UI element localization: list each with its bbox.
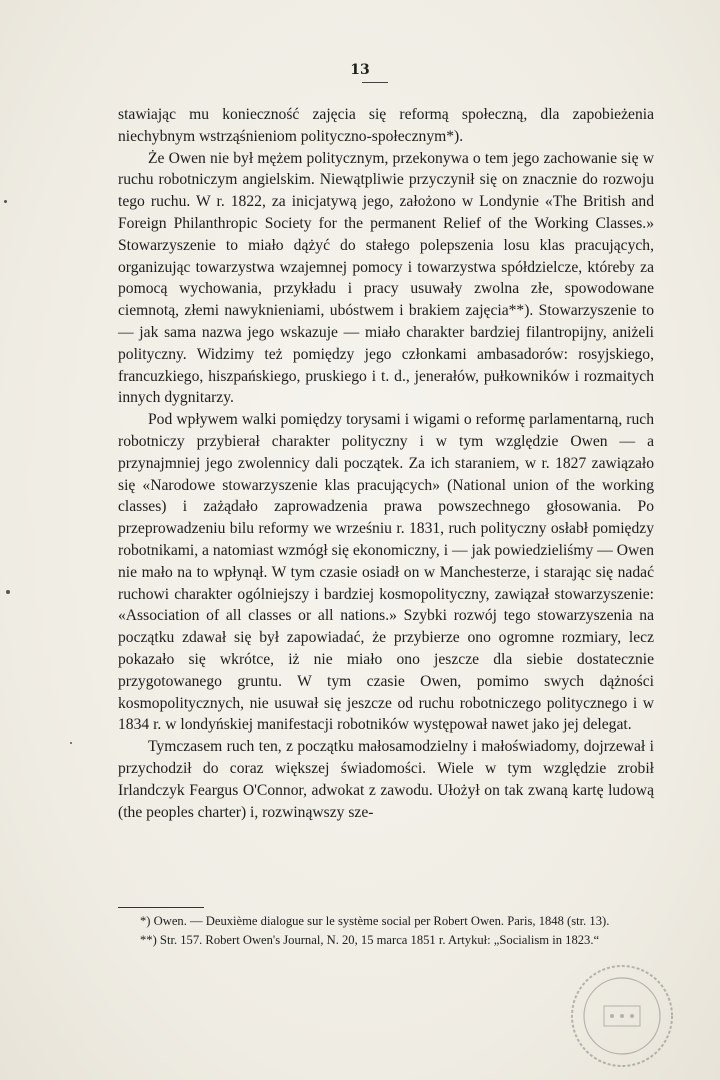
page-number: 13	[350, 62, 370, 78]
paper-speck	[4, 200, 7, 203]
footnote-2: **) Str. 157. Robert Owen's Journal, N. 20, 15 marca 1851 r. Artykuł: „Socialism in 1823.“	[140, 933, 600, 947]
paper-speck	[70, 742, 72, 744]
footnote-divider	[118, 907, 204, 908]
body-text	[118, 104, 654, 823]
paragraph-4: Tymczasem ruch ten, z początku małosamodzielny i małoświadomy, dojrzewał i przychodził do coraz większej świadomości. Wiele w tym względzie zrobił Irlandczyk Feargus O'Connor, adwokat z zawodu. Ułożył on tak zwaną kartę ludową (the peoples charter) i, rozwinąwszy sze-	[118, 738, 654, 821]
page-number-underline	[362, 82, 388, 83]
paper-speck	[6, 590, 10, 594]
library-stamp	[566, 960, 678, 1072]
paragraph-2: Że Owen nie był mężem politycznym, przekonywa o tem jego zachowanie się w ruchu robotniczym angielskim. Niewątpliwie przyczynił się on znacznie do rozwoju tego ruchu. W r. 1822, za inicjatywą jego, założono w Londynie «The British and Foreign Philanthropic Society for the permanent Relief of the Working Classes.» Stowarzyszenie to miało dążyć do stałego polepszenia losu klas pracujących, organizując towarzystwa wzajemnej pomocy i towarzystwa spółdzielcze, któreby za pomocą wychowania, przykładu i pracy usuwały zwolna złe, spowodowane ciemnotą, złemi nawyknieniami, ubóstwem i brakiem zajęcia**). Stowarzyszenie to — jak sama nazwa jego wskazuje — miało charakter bardziej filantropijny, aniżeli polityczny. Widzimy też pomiędzy jego członkami ambasadorów: rosyjskiego, francuzkiego, hiszpańskiego, pruskiego i t. d., jenerałów, pułkowników i rozmaitych innych dygnitarzy.	[118, 149, 654, 407]
footnote-1: *) Owen. — Deuxième dialogue sur le système social per Robert Owen. Paris, 1848 (str. 13).	[140, 914, 610, 928]
footnotes	[118, 912, 654, 950]
paragraph-3: Pod wpływem walki pomiędzy torysami i wigami o reformę parlamentarną, ruch robotniczy przybierał charakter polityczny i w tym względzie Owen — a przynajmniej jego zwolennicy dali początek. Za ich staraniem, w r. 1827 zawiązało się «Narodowe stowarzyszenie klas pracujących» (National union of the working classes) i zażądało zaprowadzenia prawa powszechnego głosowania. Po przeprowadzeniu bilu reformy we wrześniu r. 1831, ruch polityczny osłabł pomiędzy robotnikami, a natomiast wzmógł się ekonomiczny, i — jak powiedzieliśmy — Owen nie mało na to wpłynął. W tym czasie osiadł on w Manchesterze, i starając się nadać ruchowi charakter ogólniejszy i bardziej kosmopolityczny, zawiązał stowarzyszenie: «Association of all classes or all nations.» Szybki rozwój tego stowarzyszenia na początku zdawał się był zapowiadać, że przybierze ono ogromne rozmiary, lecz pokazało się wkrótce, iż nie miało ono jeszcze dla siebie dostatecznie przygotowanego gruntu. W tym czasie Owen, pomimo swych dążności kosmopolitycznych, nie usuwał się jeszcze od ruchu robotniczego politycznego i w 1834 r. w londyńskiej manifestacji robotników występował nawet jako jej delegat.	[118, 411, 654, 734]
paragraph-1: stawiając mu konieczność zajęcia się reformą społeczną, dla zapobieżenia niechybnym wstrząśnieniom polityczno-społecznym*).	[118, 106, 654, 145]
